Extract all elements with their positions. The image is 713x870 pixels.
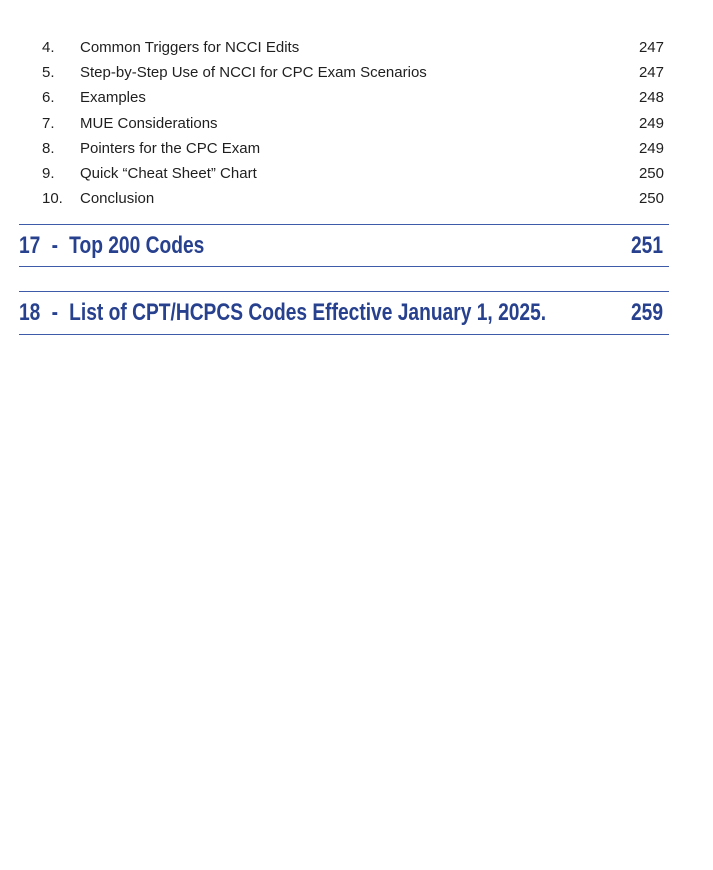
toc-entry-title: Pointers for the CPC Exam	[80, 139, 261, 157]
chapter-heading-row	[19, 292, 669, 334]
toc-entry-title: Conclusion	[80, 190, 155, 208]
toc-entry-title: Examples	[80, 89, 146, 107]
toc-entry-page: 247	[638, 64, 664, 82]
toc-entry-page: 249	[638, 114, 664, 132]
toc-entry	[19, 35, 669, 60]
toc-sub-list	[19, 35, 669, 211]
chapter-number: 17	[19, 231, 41, 259]
toc-entry-title: Quick “Cheat Sheet” Chart	[80, 165, 257, 183]
toc-entry-number: 10.	[42, 190, 63, 208]
toc-entry-number: 8.	[42, 139, 55, 157]
chapter-page: 259	[630, 299, 663, 326]
toc-entry-number: 7.	[42, 114, 55, 132]
toc-entry-number: 5.	[42, 64, 55, 82]
toc-entry	[19, 60, 669, 85]
chapter-separator: -	[51, 231, 58, 259]
chapter-title: List of CPT/HCPCS Codes Effective January 1, 2025.	[69, 299, 547, 326]
toc-entry-page: 250	[638, 165, 664, 183]
toc-entry-page: 249	[638, 139, 664, 157]
chapter-heading-row	[19, 225, 669, 266]
toc-entry	[19, 85, 669, 110]
toc-entry-title: Step-by-Step Use of NCCI for CPC Exam Scenarios	[80, 64, 427, 82]
toc-entry-title: MUE Considerations	[80, 114, 218, 132]
toc-entry	[19, 136, 669, 161]
chapter-number: 18	[19, 299, 41, 326]
toc-entry-page: 248	[638, 89, 664, 107]
chapter-page: 251	[630, 231, 663, 259]
toc-entry-title: Common Triggers for NCCI Edits	[80, 39, 300, 57]
chapter-title: Top 200 Codes	[69, 231, 205, 259]
toc-entry-number: 9.	[42, 165, 55, 183]
toc-entry-page: 250	[638, 190, 664, 208]
chapter-entry-18	[19, 291, 669, 335]
toc-entry	[19, 161, 669, 186]
toc-entry-page: 247	[638, 39, 664, 57]
toc-entry-number: 6.	[42, 89, 55, 107]
toc-entry	[19, 186, 669, 211]
toc-entry-number: 4.	[42, 39, 55, 57]
chapter-entry-17	[19, 224, 669, 267]
toc-entry	[19, 111, 669, 136]
chapter-separator: -	[51, 299, 58, 326]
